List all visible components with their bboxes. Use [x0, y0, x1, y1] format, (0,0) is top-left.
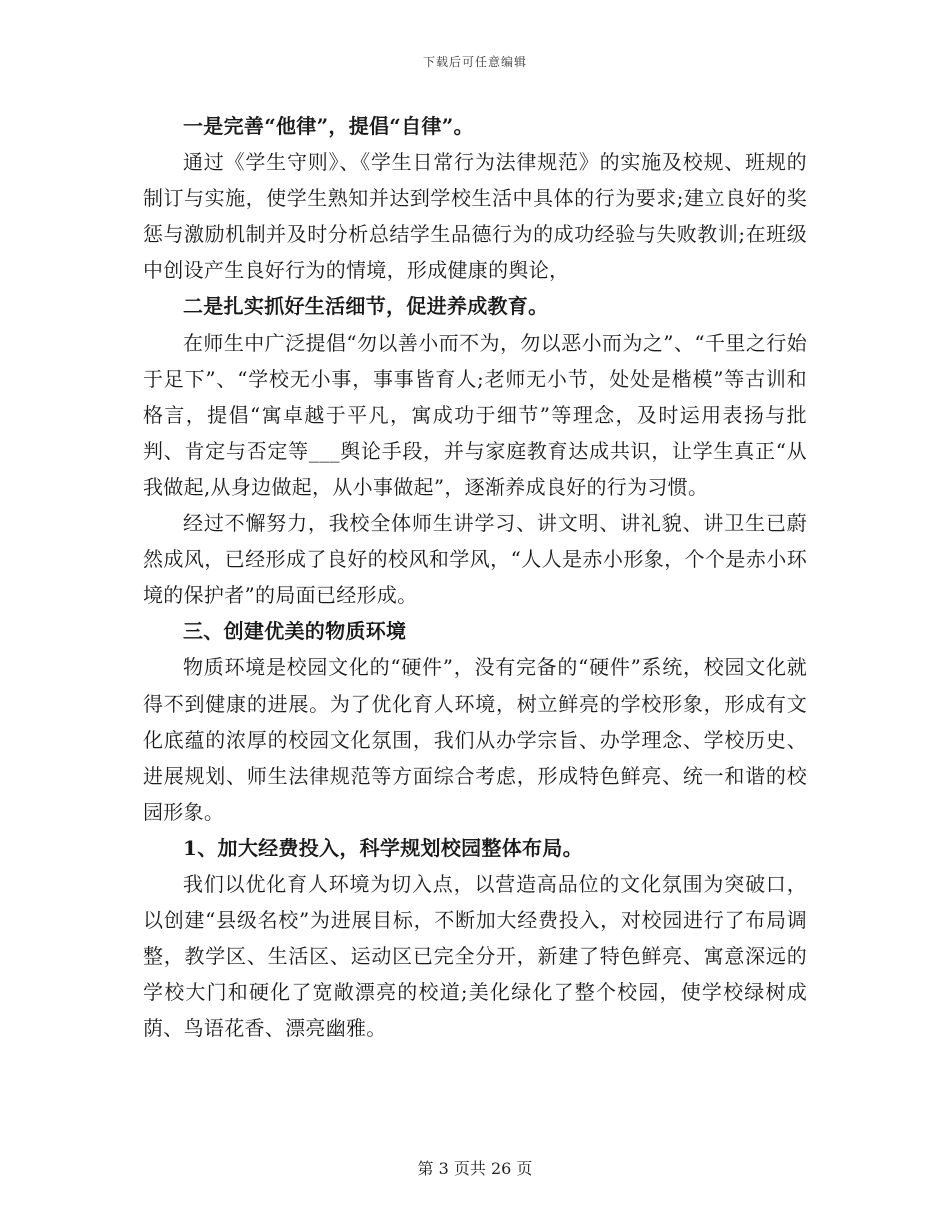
section-heading-life-details: 二是扎实抓好生活细节，促进养成教育。: [183, 294, 549, 319]
section-heading-funding: 1、加大经费投入，科学规划校园整体布局。: [183, 835, 583, 860]
paragraph-mottos: 在师生中广泛提倡“勿以善小而不为，勿以恶小而为之”、“千里之行始于足下”、“学校无小事，事事皆育人;老师无小节，处处是楷模”等古训和格言，提倡“寓卓越于平凡，寓成功于细节”等理念，及时运用表扬与批判、肯定与否定等___舆论手段，并与家庭教育达成共识，让学生真正“从我做起,从身边做起，从小事做起”，逐渐养成良好的行为习惯。: [143, 330, 807, 499]
paragraph-hardware: 物质环境是校园文化的“硬件”，没有完备的“硬件”系统，校园文化就得不到健康的进展。为了优化育人环境，树立鲜亮的学校形象，形成有文化底蕴的浓厚的校园文化氛围，我们从办学宗旨、办学理念、学校历史、进展规划、师生法律规范等方面综合考虑，形成特色鲜亮、统一和谐的校园形象。: [143, 655, 807, 824]
paragraph-rules: 通过《学生守则》、《学生日常行为法律规范》的实施及校规、班规的制订与实施，使学生熟知并达到学校生活中具体的行为要求;建立良好的奖惩与激励机制并及时分析总结学生品德行为的成功经验与失败教训;在班级中创设产生良好行为的情境，形成健康的舆论，: [143, 150, 807, 283]
section-heading-environment: 三、创建优美的物质环境: [183, 619, 407, 644]
paragraph-campus-layout: 我们以优化育人环境为切入点，以营造高品位的文化氛围为突破口，以创建“县级名校”为进展目标，不断加大经费投入，对校园进行了布局调整，教学区、生活区、运动区已完全分开，新建了特色鲜亮、寓意深远的学校大门和硬化了宽敞漂亮的校道;美化绿化了整个校园，使学校绿树成荫、鸟语花香、漂亮幽雅。: [143, 871, 807, 1041]
paragraph-results: 经过不懈努力，我校全体师生讲学习、讲文明、讲礼貌、讲卫生已蔚然成风，已经形成了良好的校风和学风，“人人是赤小形象，个个是赤小环境的保护者”的局面已经形成。: [143, 511, 807, 608]
section-heading-self-discipline: 一是完善“他律”，提倡“自律”。: [183, 114, 474, 138]
header-note: 下载后可任意编辑: [422, 55, 527, 69]
page-number: 第 3 页共 26 页: [417, 1159, 533, 1178]
document-body: [143, 108, 807, 1046]
